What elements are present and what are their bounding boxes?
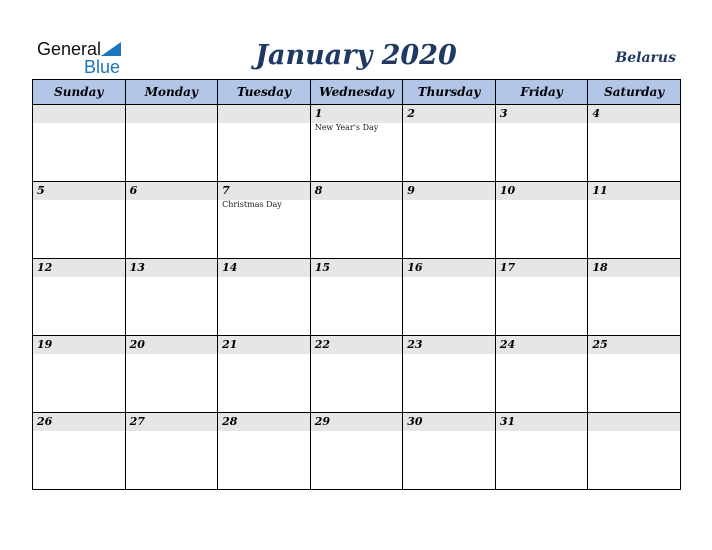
day-number: 18 <box>588 259 680 277</box>
day-number: 9 <box>403 182 495 200</box>
day-cell[interactable] <box>403 413 496 490</box>
week-row <box>33 413 681 490</box>
day-number: 28 <box>218 413 310 431</box>
day-cell[interactable] <box>403 336 496 413</box>
day-cell[interactable] <box>310 182 403 259</box>
logo-blue: Blue <box>84 57 121 77</box>
day-number: 31 <box>496 413 588 431</box>
day-number: 1 <box>311 105 403 123</box>
weekday-header: Sunday <box>33 80 126 105</box>
weekday-header: Friday <box>495 80 588 105</box>
day-cell[interactable] <box>588 182 681 259</box>
day-cell[interactable] <box>588 259 681 336</box>
day-cell[interactable] <box>218 413 311 490</box>
day-cell[interactable] <box>310 259 403 336</box>
day-cell[interactable] <box>125 182 218 259</box>
day-number <box>126 105 218 123</box>
calendar-grid <box>32 79 681 490</box>
weekday-header: Tuesday <box>218 80 311 105</box>
day-cell[interactable] <box>125 105 218 182</box>
day-cell[interactable] <box>495 336 588 413</box>
day-number: 4 <box>588 105 680 123</box>
day-number: 27 <box>126 413 218 431</box>
day-cell[interactable] <box>125 336 218 413</box>
day-cell[interactable] <box>218 336 311 413</box>
day-number <box>218 105 310 123</box>
week-row <box>33 336 681 413</box>
holiday-label: Christmas Day <box>222 200 282 209</box>
weekday-header: Wednesday <box>310 80 403 105</box>
day-cell[interactable] <box>33 105 126 182</box>
day-number <box>588 413 680 431</box>
day-number: 14 <box>218 259 310 277</box>
day-cell[interactable] <box>588 105 681 182</box>
day-number: 8 <box>311 182 403 200</box>
day-cell[interactable] <box>310 105 403 182</box>
weekday-header: Thursday <box>403 80 496 105</box>
day-number: 21 <box>218 336 310 354</box>
day-cell[interactable] <box>33 182 126 259</box>
day-cell[interactable] <box>218 105 311 182</box>
day-cell[interactable] <box>218 259 311 336</box>
day-number: 12 <box>33 259 125 277</box>
week-row <box>33 105 681 182</box>
day-cell[interactable] <box>33 259 126 336</box>
day-cell[interactable] <box>310 336 403 413</box>
day-cell[interactable] <box>588 336 681 413</box>
day-cell[interactable] <box>403 259 496 336</box>
day-cell[interactable] <box>125 259 218 336</box>
day-cell[interactable] <box>588 413 681 490</box>
day-cell[interactable] <box>403 105 496 182</box>
day-number: 5 <box>33 182 125 200</box>
day-cell[interactable] <box>495 413 588 490</box>
day-number: 29 <box>311 413 403 431</box>
day-cell[interactable] <box>403 182 496 259</box>
day-number: 13 <box>126 259 218 277</box>
day-number: 2 <box>403 105 495 123</box>
weekday-header: Monday <box>125 80 218 105</box>
day-number: 19 <box>33 336 125 354</box>
day-number: 17 <box>496 259 588 277</box>
day-number: 15 <box>311 259 403 277</box>
day-cell[interactable] <box>495 105 588 182</box>
weekday-header: Saturday <box>588 80 681 105</box>
day-number: 20 <box>126 336 218 354</box>
day-number: 16 <box>403 259 495 277</box>
week-row <box>33 182 681 259</box>
day-number: 30 <box>403 413 495 431</box>
day-cell[interactable] <box>310 413 403 490</box>
day-cell[interactable] <box>125 413 218 490</box>
day-number <box>33 105 125 123</box>
day-number: 23 <box>403 336 495 354</box>
calendar-title: January 2020 <box>255 40 457 71</box>
day-number: 7 <box>218 182 310 200</box>
day-number: 26 <box>33 413 125 431</box>
day-number: 10 <box>496 182 588 200</box>
day-number: 3 <box>496 105 588 123</box>
day-cell[interactable] <box>33 336 126 413</box>
day-number: 22 <box>311 336 403 354</box>
week-row <box>33 259 681 336</box>
day-cell[interactable] <box>495 182 588 259</box>
country-label: Belarus <box>615 50 676 66</box>
day-number: 24 <box>496 336 588 354</box>
logo-general: General <box>37 39 102 59</box>
day-cell[interactable] <box>495 259 588 336</box>
day-cell[interactable] <box>218 182 311 259</box>
day-number: 25 <box>588 336 680 354</box>
day-cell[interactable] <box>33 413 126 490</box>
holiday-label: New Year's Day <box>314 123 379 132</box>
day-number: 11 <box>588 182 680 200</box>
day-number: 6 <box>126 182 218 200</box>
